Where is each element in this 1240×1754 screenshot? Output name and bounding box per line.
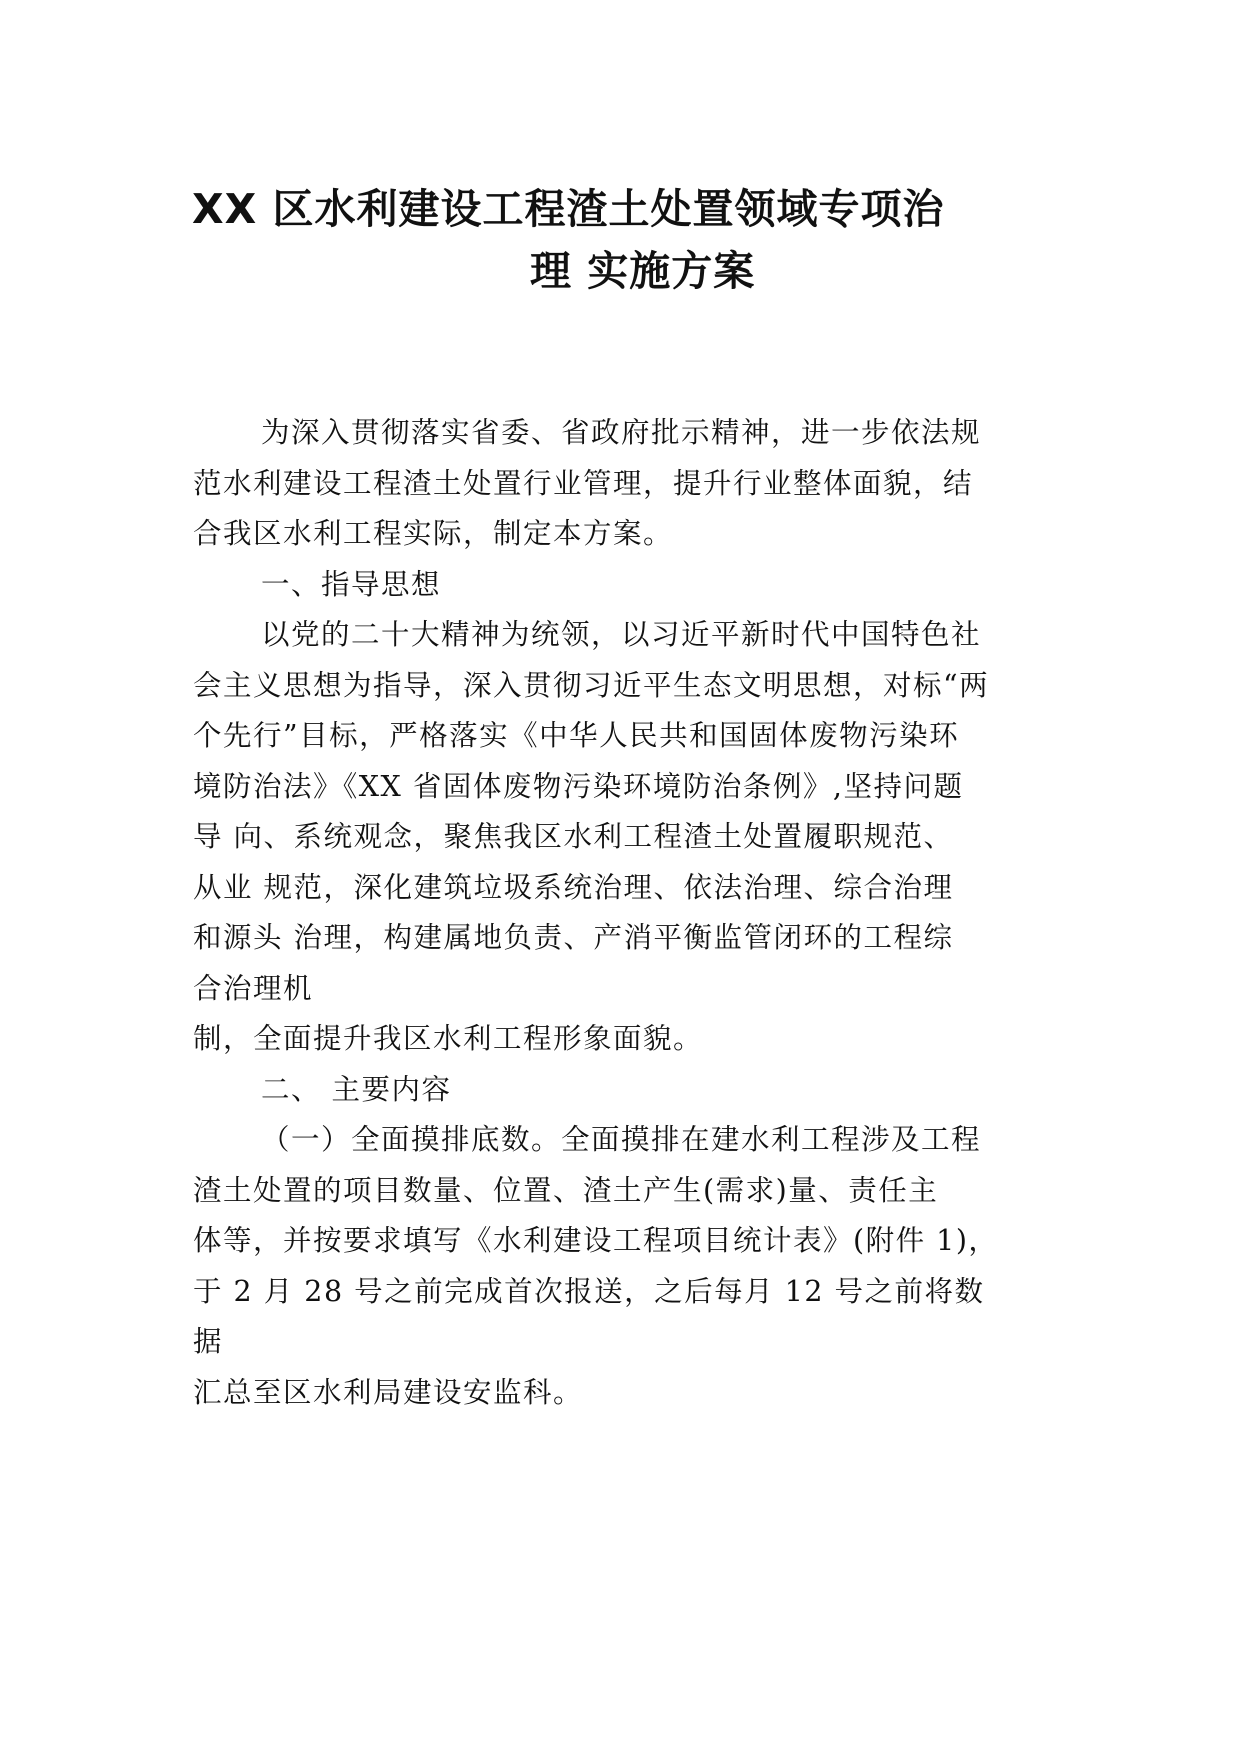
paragraph-line: （一）全面摸排底数。全面摸排在建水利工程涉及工程 — [261, 1123, 982, 1156]
paragraph-line: 汇总至区水利局建设安监科。 — [193, 1375, 584, 1409]
paragraph-line: 为深入贯彻落实省委、省政府批示精神，进一步依法规 — [261, 416, 982, 449]
paragraph-line: 境防治法》《XX 省固体废物污染环境防治条例》,坚持问题 — [193, 769, 964, 803]
title-line-1: XX 区水利建设工程渣土处置领域专项治 — [192, 185, 945, 233]
paragraph-line: 从业 规范，深化建筑垃圾系统治理、依法治理、综合治理 — [193, 870, 954, 904]
paragraph-line: 个先行”目标，严格落实《中华人民共和国固体废物污染环 — [193, 719, 960, 752]
paragraph-line: 和源头 治理，构建属地负责、产消平衡监管闭环的工程综 — [193, 921, 954, 954]
paragraph-line: 合我区水利工程实际，制定本方案。 — [193, 517, 674, 550]
document-title — [150, 178, 1090, 302]
paragraph-line: 渣土处置的项目数量、位置、渣土产生(需求)量、责任主 — [193, 1173, 939, 1207]
document-body — [193, 408, 1053, 1418]
section-heading-guiding-ideology: 一、指导思想 — [261, 567, 442, 601]
section-heading-main-content: 二、 主要内容 — [261, 1072, 452, 1106]
paragraph-line: 范水利建设工程渣土处置行业管理，提升行业整体面貌，结 — [193, 466, 974, 500]
paragraph-line: 据 — [193, 1325, 224, 1358]
paragraph-line: 制，全面提升我区水利工程形象面貌。 — [193, 1022, 704, 1055]
paragraph-line: 合治理机 — [193, 971, 314, 1005]
paragraph-line: 体等，并按要求填写《水利建设工程项目统计表》(附件 1)， — [193, 1224, 999, 1257]
paragraph-line: 于 2 月 28 号之前完成首次报送，之后每月 12 号之前将数 — [193, 1274, 985, 1308]
paragraph-line: 会主义思想为指导，深入贯彻习近平生态文明思想，对标“两 — [193, 668, 990, 702]
paragraph-line: 导 向、系统观念，聚焦我区水利工程渣土处置履职规范、 — [193, 820, 954, 853]
paragraph-line: 以党的二十大精神为统领，以习近平新时代中国特色社 — [261, 618, 982, 651]
title-line-2: 理 实施方案 — [530, 247, 756, 295]
